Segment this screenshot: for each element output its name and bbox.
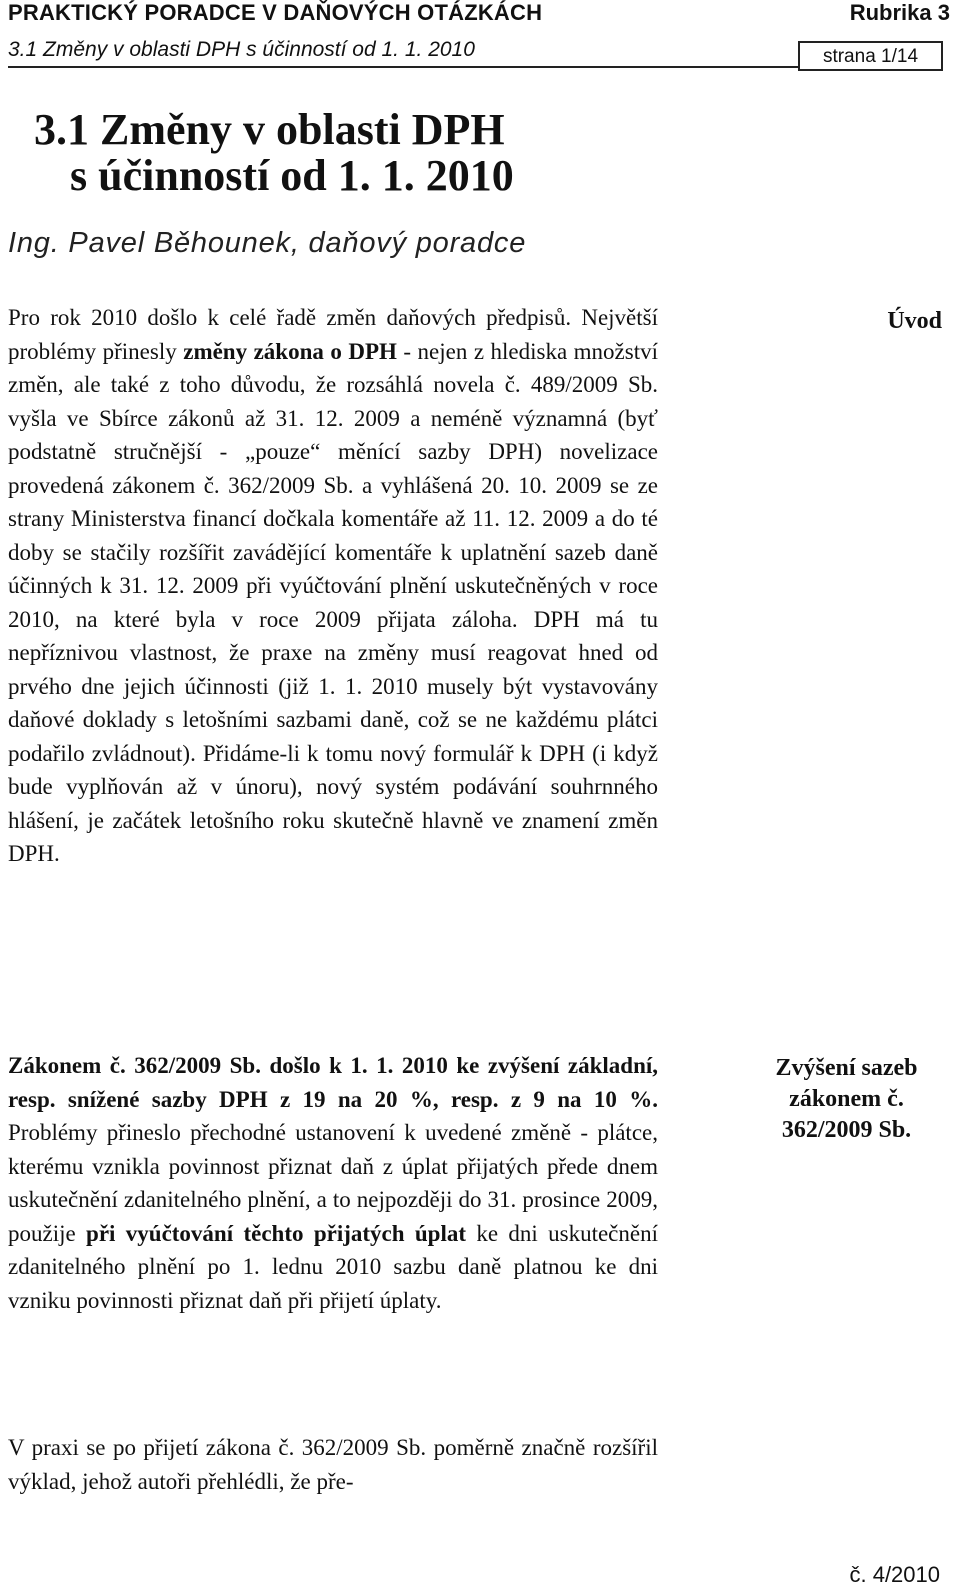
text-run-bold: změny zákona o DPH bbox=[183, 338, 397, 364]
header-divider bbox=[8, 66, 798, 68]
text-run-bold: při vyúčtování těchto přijatých úplat bbox=[86, 1220, 467, 1246]
chapter-heading bbox=[34, 107, 514, 199]
section-subtitle: 3.1 Změny v oblasti DPH s účinností od 1. 1. 2010 bbox=[8, 38, 475, 61]
text-run: Problémy přineslo přechodné ustanovení k uvedené změně - plátce, kterému vznikla povinnost přiznat daň z úplat přijatých přede dnem uskutečnění zdanitelného plnění, a to nejpozději do 31. prosince 2009, použije bbox=[8, 1120, 658, 1246]
rubrika-label: Rubrika 3 bbox=[849, 0, 950, 25]
text-run: ke dni uskutečnění zdanitelného plnění po 1. lednu 2010 sazbu daně platnou ke dni vzniku povinnosti přiznat daň při přijetí úplaty. bbox=[8, 1220, 658, 1313]
page-number-box: strana 1/14 bbox=[798, 41, 943, 71]
text-run: Pro rok 2010 došlo k celé řadě změn daňových předpisů. Největší problémy přinesly bbox=[8, 305, 658, 364]
issue-number: č. 4/2010 bbox=[849, 1562, 940, 1587]
margin-note-uvod: Úvod bbox=[887, 308, 942, 334]
paragraph-practice bbox=[8, 1431, 658, 1498]
margin-note-zvyseni-sazeb: Zvýšení sazeb zákonem č. 362/2009 Sb. bbox=[775, 1055, 918, 1143]
text-run: - nejen z hlediska množství změn, ale také z toho důvodu, že rozsáhlá novela č. 489/2009 Sb. vyšla ve Sbírce zákonů až 31. 12. 2009 a neméně významná (byť podstatně stručnější - „pouze“ měnící sazby DPH) novelizace provedená zákonem č. 362/2009 Sb. a vyhlášená 20. 10. 2009 se ze strany Ministerstva financí dočkala komentáře až 11. 12. 2009 a do té doby se stačily rozšířit zavádějící komentáře k uplatnění sazeb daně účinných k 31. 12. 2009 při vyúčtování plnění uskutečněných v roce 2010, na které byla v roce 2009 přijata záloha. DPH má tu nepříznivou vlastnost, že praxe na změny musí reagovat hned od prvého dne jejich účinnosti (již 1. 1. 2010 musely být vystavovány daňové doklady s letošními sazbami daně, což se ne každému plátci podařilo zvládnout). Přidáme-li k tomu nový formulář k DPH (i když bude vyplňován až v únoru), nový systém podávání souhrnného hlášení, je začátek letošního roku skutečně hlavně ve znamení změn DPH. bbox=[8, 338, 658, 866]
publication-title: PRAKTICKÝ PORADCE V DAŇOVÝCH OTÁZKÁCH bbox=[8, 0, 543, 25]
paragraph-rate-increase bbox=[8, 1049, 658, 1317]
text-run-bold: Zákonem č. 362/2009 Sb. došlo k 1. 1. 2010 ke zvýšení základní, resp. snížené sazby DPH z 19 na 20 %, resp. z 9 na 10 %. bbox=[8, 1053, 658, 1112]
chapter-heading-line1: 3.1 Změny v oblasti DPH bbox=[34, 105, 505, 154]
chapter-heading-line2: s účinností od 1. 1. 2010 bbox=[70, 151, 514, 200]
paragraph-intro bbox=[8, 301, 658, 871]
author-line: Ing. Pavel Běhounek, daňový poradce bbox=[8, 227, 527, 259]
text-run: V praxi se po přijetí zákona č. 362/2009 Sb. poměrně značně rozšířil výklad, jehož autoři přehlédli, že pře- bbox=[8, 1435, 658, 1494]
